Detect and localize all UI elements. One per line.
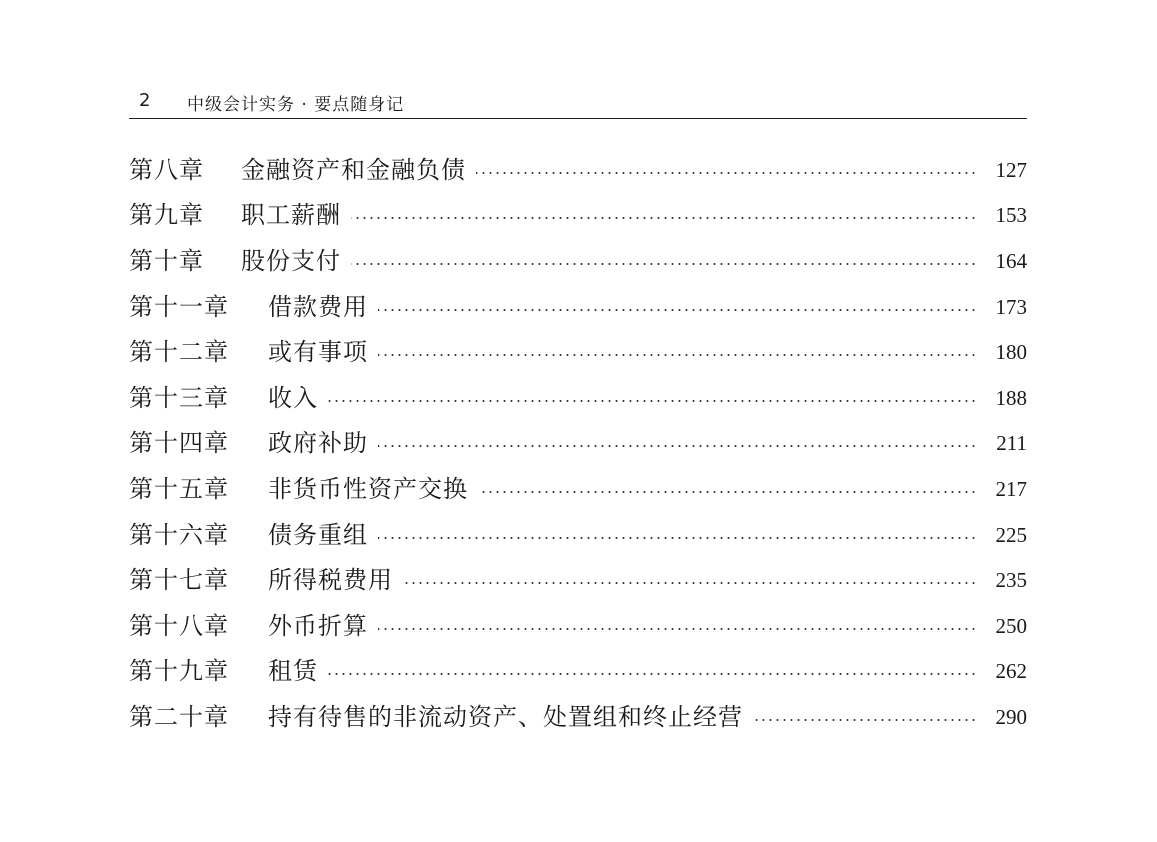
toc-entry[interactable]: 第十章 股份支付 164	[129, 237, 1027, 283]
dot-leader	[476, 172, 977, 174]
running-header	[129, 88, 1027, 119]
dot-leader	[328, 400, 977, 402]
chapter-title: 借款费用	[268, 292, 368, 321]
page-reference: 262	[995, 659, 1027, 684]
dot-leader	[351, 217, 977, 219]
toc-entry[interactable]: 第十二章 或有事项 180	[129, 328, 1027, 374]
page-reference: 188	[995, 385, 1027, 410]
toc-entry[interactable]: 第十七章 所得税费用 235	[129, 556, 1027, 602]
chapter-title: 租赁	[268, 657, 318, 686]
chapter-title: 持有待售的非流动资产、处置组和终止经营	[268, 702, 743, 731]
chapter-title: 所得税费用	[268, 565, 393, 594]
page-reference: 173	[995, 294, 1027, 319]
page-reference: 180	[995, 339, 1027, 364]
toc-entry[interactable]: 第十四章 政府补助 211	[129, 420, 1027, 466]
page-reference: 211	[996, 431, 1027, 456]
toc-entry[interactable]: 第十六章 债务重组 225	[129, 511, 1027, 557]
chapter-title: 外币折算	[268, 611, 368, 640]
dot-leader	[378, 537, 977, 539]
page-reference: 153	[995, 203, 1027, 228]
toc-entry[interactable]: 第十九章 租赁 262	[129, 648, 1027, 694]
page-reference: 225	[995, 522, 1027, 547]
dot-leader	[478, 491, 977, 493]
toc-entry[interactable]: 第八章 金融资产和金融负债 127	[129, 146, 1027, 192]
book-title: 中级会计实务 · 要点随身记	[187, 95, 405, 115]
chapter-title: 债务重组	[268, 520, 368, 549]
dot-leader	[378, 354, 977, 356]
toc-entry[interactable]: 第九章 职工薪酬 153	[129, 192, 1027, 238]
dot-leader	[403, 582, 977, 584]
dot-leader	[753, 719, 977, 721]
chapter-title: 或有事项	[268, 337, 368, 366]
toc-entry[interactable]: 第十三章 收入 188	[129, 374, 1027, 420]
chapter-title: 非货币性资产交换	[268, 474, 468, 503]
page-reference: 217	[995, 476, 1027, 501]
dot-leader	[378, 445, 977, 447]
dot-leader	[378, 628, 977, 630]
table-of-contents	[129, 146, 1027, 739]
page-reference: 250	[995, 613, 1027, 638]
page-reference: 235	[995, 567, 1027, 592]
chapter-title: 收入	[268, 383, 318, 412]
toc-entry[interactable]: 第十五章 非货币性资产交换 217	[129, 465, 1027, 511]
page-reference: 290	[995, 704, 1027, 729]
chapter-title: 职工薪酬	[241, 201, 341, 230]
toc-entry[interactable]: 第十八章 外币折算 250	[129, 602, 1027, 648]
page-reference: 164	[995, 248, 1027, 273]
chapter-title: 股份支付	[241, 246, 341, 275]
page-number: 2	[139, 90, 151, 111]
dot-leader	[351, 263, 977, 265]
toc-entry[interactable]: 第二十章 持有待售的非流动资产、处置组和终止经营 290	[129, 693, 1027, 739]
page-reference: 127	[995, 157, 1027, 182]
chapter-title: 金融资产和金融负债	[241, 155, 466, 184]
toc-entry[interactable]: 第十一章 借款费用 173	[129, 283, 1027, 329]
dot-leader	[328, 673, 977, 675]
dot-leader	[378, 309, 977, 311]
chapter-title: 政府补助	[268, 429, 368, 458]
